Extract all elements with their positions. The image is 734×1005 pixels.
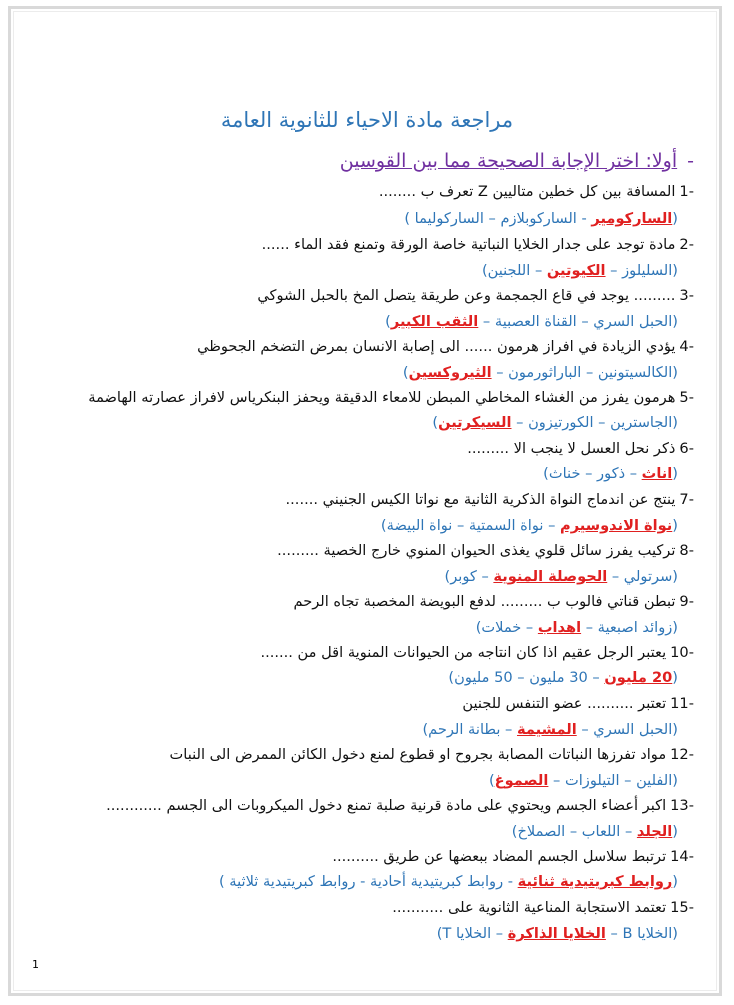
options-before: (سرتولي – xyxy=(607,568,678,585)
question-10 xyxy=(260,644,694,661)
options-after: – خملات) xyxy=(475,619,538,636)
correct-answer: المشيمة xyxy=(517,721,577,738)
correct-answer: الساركومير xyxy=(591,210,673,227)
question-11 xyxy=(462,695,694,712)
question-4 xyxy=(197,338,694,355)
options-4 xyxy=(403,364,678,381)
correct-answer: الكيوتين xyxy=(546,262,606,279)
options-after: - الساركوبلازم – الساركوليما ) xyxy=(404,210,592,227)
question-number: -8 xyxy=(679,542,694,559)
options-after: – كوبر) xyxy=(444,568,494,585)
question-text: المسافة بين كل خطين متاليين Z تعرف ب ........ xyxy=(378,183,676,200)
question-number: -6 xyxy=(679,440,694,457)
options-before: (الحبل السري – القناة العصبية – xyxy=(478,313,678,330)
question-text: يعتبر الرجل عقيم اذا كان انتاجه من الحيوانات المنوية اقل من ....... xyxy=(260,644,667,661)
options-7 xyxy=(381,517,678,534)
options-before: ( xyxy=(672,517,678,534)
options-after: – الخلايا T) xyxy=(436,925,508,942)
options-after: – نواة السمتية – نواة البيضة) xyxy=(380,517,561,534)
question-7 xyxy=(286,491,694,508)
question-text: مواد تفرزها النباتات المصابة بجروح او قطوع لمنع دخول الكائن الممرض الى النبات xyxy=(169,746,667,763)
question-text: ينتج عن اندماج النواة الذكرية الثانية مع نواتا الكيس الجنيني ....... xyxy=(285,491,676,508)
options-5 xyxy=(432,414,678,431)
question-14 xyxy=(332,848,694,865)
options-after: – ذكور – خناث) xyxy=(543,465,642,482)
question-number: -3 xyxy=(679,287,694,304)
question-9 xyxy=(293,593,694,610)
options-after: ) xyxy=(385,313,391,330)
options-10 xyxy=(448,669,678,686)
question-number: -1 xyxy=(679,183,694,200)
options-before: ( xyxy=(672,210,678,227)
question-6 xyxy=(467,440,694,457)
options-after: - روابط كبريتيدية أحادية - روابط كبريتيدية ثلاثية ) xyxy=(218,873,518,890)
options-after: – اللجنين) xyxy=(481,262,547,279)
question-number: -10 xyxy=(670,644,694,661)
options-before: (الحبل السري – xyxy=(576,721,678,738)
options-before: ( xyxy=(672,669,678,686)
question-number: -9 xyxy=(679,593,694,610)
options-before: (السليلوز – xyxy=(605,262,678,279)
question-text: تبطن قناتي فالوب ب ......... لدفع البويضة المخصبة تجاه الرحم xyxy=(293,593,676,610)
question-8 xyxy=(277,542,694,559)
question-number: -12 xyxy=(670,746,694,763)
options-before: (الكالسيتونين – الباراثورمون – xyxy=(491,364,678,381)
options-after: – اللعاب – الصملاخ) xyxy=(511,823,637,840)
question-text: يؤدي الزيادة في افراز هرمون ...... الى إصابة الانسان بمرض التضخم الجحوظي xyxy=(197,338,676,355)
options-after: ) xyxy=(402,364,409,381)
correct-answer: 20 مليون xyxy=(604,669,673,686)
question-text: ......... يوجد في قاع الجمجمة وعن طريقة يتصل المخ بالحبل الشوكي xyxy=(257,287,676,304)
question-text: ذكر نحل العسل لا ينجب الا ......... xyxy=(467,440,676,457)
question-5 xyxy=(88,389,694,406)
question-12 xyxy=(170,746,694,763)
question-number: -11 xyxy=(670,695,694,712)
options-3 xyxy=(385,313,678,330)
options-before: ( xyxy=(672,465,678,482)
options-13 xyxy=(512,823,678,840)
options-14 xyxy=(219,873,678,890)
section-label: أولا: اختر الإجابة الصحيحة مما بين القوسين xyxy=(339,150,678,172)
options-after: – 30 مليون – 50 مليون) xyxy=(448,669,605,686)
correct-answer: الثيروكسين xyxy=(408,364,492,381)
question-text: تعتبر .......... عضو التنفس للجنين xyxy=(462,695,667,712)
options-before: ( xyxy=(672,823,678,840)
options-1 xyxy=(404,210,678,227)
question-number: -2 xyxy=(679,236,694,253)
correct-answer: اهداب xyxy=(537,619,582,636)
question-text: تركيب يفرز سائل قلوي يغذى الحيوان المنوي خارج الخصية ......... xyxy=(277,542,676,559)
question-number: -13 xyxy=(670,797,694,814)
options-before: (الجاسترين – الكورتيزون – xyxy=(511,414,678,431)
question-number: -15 xyxy=(670,899,694,916)
options-8 xyxy=(445,568,678,585)
page-title: مراجعة مادة الاحياء للثانوية العامة xyxy=(220,108,514,132)
question-number: -14 xyxy=(670,848,694,865)
section-dash: - xyxy=(687,150,694,172)
correct-answer: الحوصلة المنوية xyxy=(493,568,608,585)
section-heading xyxy=(340,150,694,172)
question-3 xyxy=(257,287,694,304)
options-12 xyxy=(489,772,678,789)
question-text: هرمون يفرز من الغشاء المخاطي المبطن للامعاء الدقيقة ويحفز البنكرياس لافراز عصارته الهاضمة xyxy=(88,389,676,406)
options-2 xyxy=(482,262,678,279)
question-1 xyxy=(379,183,694,200)
question-text: اكبر أعضاء الجسم ويحتوي على مادة قرنية صلبة تمنع دخول الميكروبات الى الجسم ............ xyxy=(106,797,667,814)
question-text: مادة توجد على جدار الخلايا النباتية خاصة الورقة وتمنع فقد الماء ...... xyxy=(261,236,676,253)
correct-answer: نواة الاندوسيرم xyxy=(560,517,673,534)
correct-answer: الخلايا الذاكرة xyxy=(507,925,606,942)
question-text: ترتبط سلاسل الجسم المضاد ببعضها عن طريق .......... xyxy=(332,848,667,865)
options-after: ) xyxy=(432,414,439,431)
correct-answer: السيكرتين xyxy=(438,414,512,431)
options-before: (زوائد اصبعية – xyxy=(581,619,678,636)
options-11 xyxy=(422,721,678,738)
options-after: ) xyxy=(488,772,495,789)
options-9 xyxy=(476,619,678,636)
question-text: تعتمد الاستجابة المناعية الثانوية على ........... xyxy=(392,899,667,916)
options-15 xyxy=(437,925,678,942)
correct-answer: روابط كبريتيدية ثنائية xyxy=(517,873,673,890)
question-number: -4 xyxy=(679,338,694,355)
question-15 xyxy=(392,899,694,916)
options-6 xyxy=(543,465,678,482)
options-before: ( xyxy=(672,873,678,890)
correct-answer: اناث xyxy=(641,465,673,482)
correct-answer: الثقب الكبير xyxy=(390,313,479,330)
options-after: – بطانة الرحم) xyxy=(422,721,517,738)
correct-answer: الصموغ xyxy=(494,772,549,789)
question-number: -7 xyxy=(679,491,694,508)
correct-answer: الجلد xyxy=(636,823,673,840)
question-2 xyxy=(262,236,694,253)
options-before: (الفلين – التيلوزات – xyxy=(548,772,678,789)
options-before: (الخلايا B – xyxy=(605,925,678,942)
question-13 xyxy=(106,797,694,814)
page-number: 1 xyxy=(32,958,39,971)
question-number: -5 xyxy=(679,389,694,406)
